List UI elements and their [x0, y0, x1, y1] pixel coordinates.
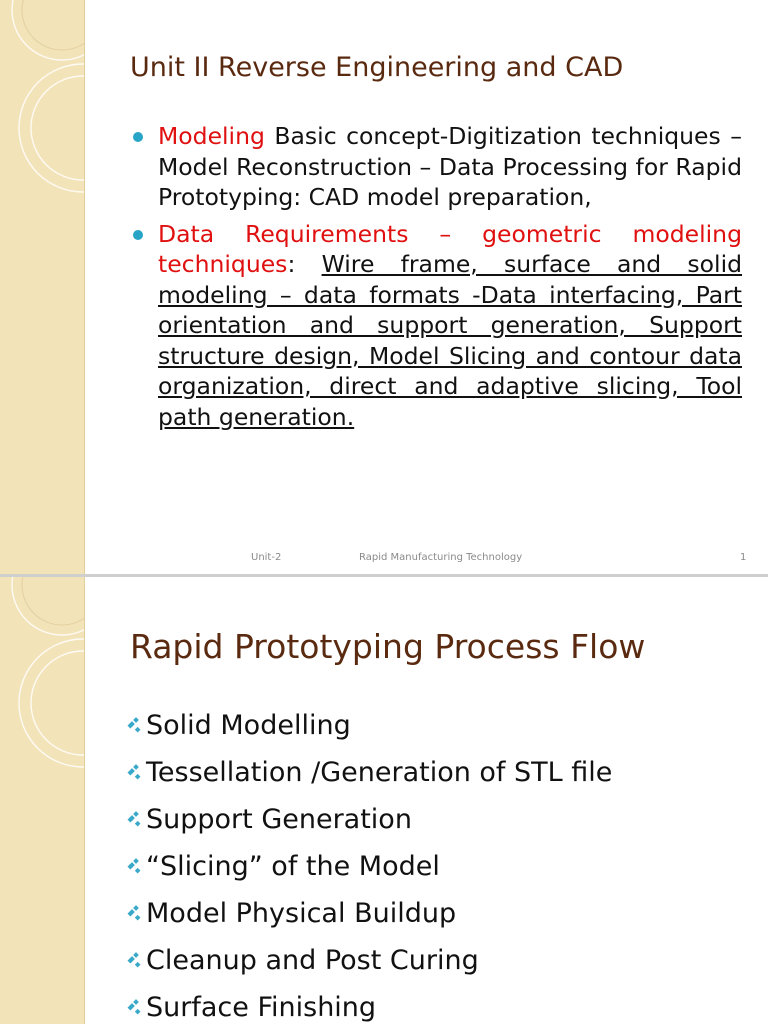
bullet-2-highlight: Data Requirements – geometric modeling techniques: [158, 219, 742, 278]
process-step: [130, 843, 612, 890]
slide-2-title: Rapid Prototyping Process Flow: [130, 627, 646, 666]
bullet-2-separator: :: [287, 250, 322, 278]
slide-1-sidebar: [0, 0, 85, 574]
slide-1-title: Unit II Reverse Engineering and CAD: [130, 52, 624, 83]
decorative-rings-icon: [0, 0, 84, 574]
slide-1-bullet-list: [158, 121, 742, 438]
bullet-1-text: Basic concept-Digitization techniques – Model Reconstruction – Data Processing for Rapid Prototyping: CAD model preparation,: [158, 122, 742, 211]
footer-course-title: Rapid Manufacturing Technology: [359, 552, 523, 563]
bullet-modeling: [158, 121, 742, 213]
slide-2: [0, 577, 768, 1024]
bullet-data-requirements: [158, 219, 742, 433]
slide-2-sidebar: [0, 577, 85, 1024]
diamond-bullet-icon: [130, 859, 142, 871]
bullet-dot-icon: [133, 132, 143, 142]
bullet-1-highlight: Modeling: [158, 122, 265, 150]
process-step: [130, 796, 612, 843]
process-step-label: Support Generation: [146, 804, 412, 835]
process-step-label: Model Physical Buildup: [146, 898, 457, 929]
diamond-bullet-icon: [130, 1000, 142, 1012]
process-step: [130, 702, 612, 749]
footer-page-number: 1: [740, 552, 747, 563]
process-step-label: Cleanup and Post Curing: [146, 945, 479, 976]
process-step: [130, 937, 612, 984]
bullet-dot-icon: [133, 230, 143, 240]
footer-unit: Unit-2: [251, 552, 282, 563]
process-step: [130, 984, 612, 1024]
decorative-rings-icon: [0, 577, 84, 1024]
process-step-label: Solid Modelling: [146, 710, 351, 741]
process-step-label: “Slicing” of the Model: [146, 851, 440, 882]
process-step: [130, 749, 612, 796]
diamond-bullet-icon: [130, 953, 142, 965]
diamond-bullet-icon: [130, 812, 142, 824]
process-step-label: Surface Finishing: [146, 992, 377, 1023]
diamond-bullet-icon: [130, 718, 142, 730]
bullet-2-underlined-text: Wire frame, surface and solid modeling – data formats -Data interfacing, Part orientation and support generation, Support structure design, Model Slicing and contour data organization, direct and adaptive slicing, Tool path generation.: [158, 250, 743, 431]
diamond-bullet-icon: [130, 906, 142, 918]
process-step-label: Tessellation /Generation of STL file: [146, 757, 613, 788]
process-step: [130, 890, 612, 937]
process-flow-list: [130, 702, 612, 1024]
diamond-bullet-icon: [130, 765, 142, 777]
